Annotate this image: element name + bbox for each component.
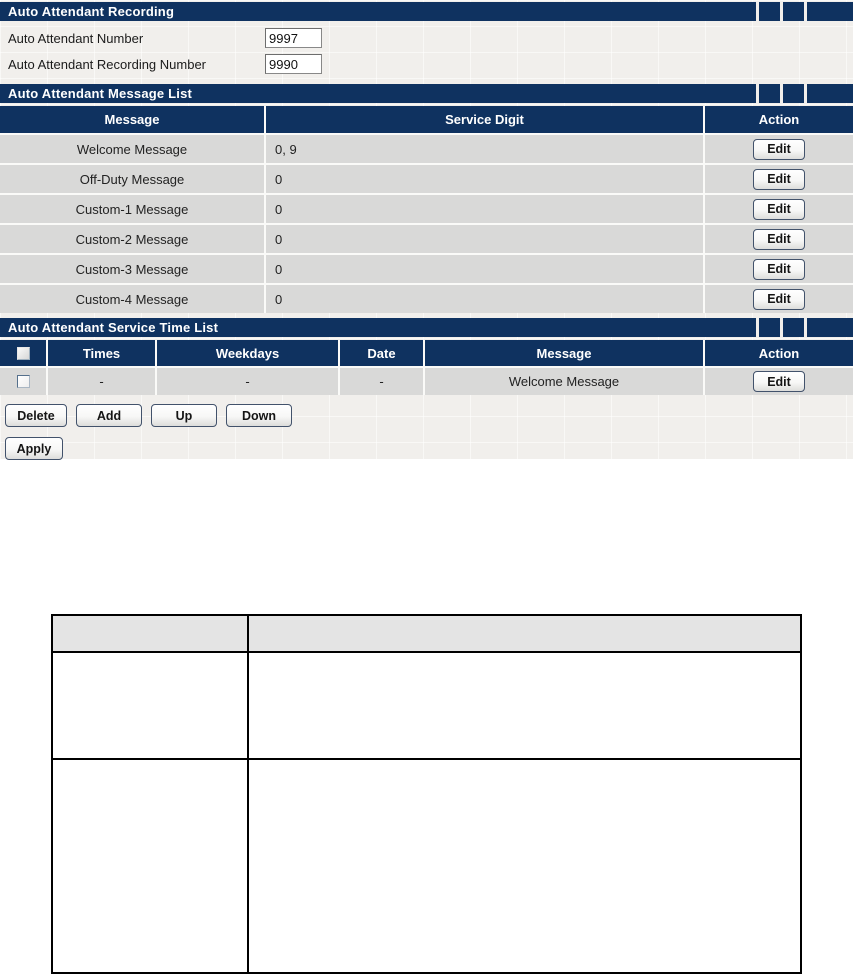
header-decoration-bar (807, 2, 853, 21)
section-title-service-time-list: Auto Attendant Service Time List (0, 318, 756, 337)
doc-table-row (53, 653, 800, 760)
message-name: Off-Duty Message (0, 165, 264, 193)
date-value: - (340, 368, 423, 395)
table-row-welcome (0, 135, 853, 163)
section-header-service-time-list (0, 318, 853, 337)
aa-recording-number-label: Auto Attendant Recording Number (8, 56, 207, 72)
aa-number-label: Auto Attendant Number (8, 30, 144, 46)
table-row-off-duty (0, 165, 853, 193)
section-header-recording (0, 2, 853, 21)
config-panel (0, 0, 853, 459)
header-decoration-square (783, 318, 804, 337)
header-decoration-square (759, 318, 780, 337)
header-decoration-bar (807, 318, 853, 337)
section-title-message-list: Auto Attendant Message List (0, 84, 756, 103)
service-digit-value: 0, 9 (266, 135, 703, 163)
doc-table-header-row (53, 616, 800, 653)
header-decoration-square (759, 84, 780, 103)
service-time-header-row (0, 340, 853, 366)
table-row-custom-3 (0, 255, 853, 283)
doc-cell (53, 760, 249, 972)
add-button[interactable]: Add (76, 404, 142, 427)
col-header-action: Action (705, 340, 853, 366)
apply-button-bar (5, 437, 853, 460)
header-decoration-bar (807, 84, 853, 103)
doc-cell (53, 653, 249, 758)
edit-service-time-button[interactable]: Edit (753, 371, 805, 392)
service-time-table (0, 340, 853, 395)
times-value: - (48, 368, 155, 395)
table-row-custom-2 (0, 225, 853, 253)
col-header-date: Date (340, 340, 423, 366)
weekdays-value: - (157, 368, 338, 395)
apply-button[interactable]: Apply (5, 437, 63, 460)
aa-number-input[interactable] (265, 28, 322, 48)
header-decoration-square (783, 2, 804, 21)
service-digit-value: 0 (266, 195, 703, 223)
table-row-custom-4 (0, 285, 853, 313)
service-time-row (0, 368, 853, 395)
message-list-header-row (0, 106, 853, 133)
doc-cell (249, 760, 800, 972)
doc-table (51, 614, 802, 974)
col-header-weekdays: Weekdays (157, 340, 338, 366)
service-digit-value: 0 (266, 285, 703, 313)
header-decoration-square (783, 84, 804, 103)
header-decoration-square (759, 2, 780, 21)
message-name: Welcome Message (0, 135, 264, 163)
service-digit-value: 0 (266, 225, 703, 253)
edit-custom-1-message-button[interactable]: Edit (753, 199, 805, 220)
message-name: Custom-3 Message (0, 255, 264, 283)
col-header-service-digit: Service Digit (266, 106, 703, 133)
list-action-buttons (5, 404, 853, 427)
up-button[interactable]: Up (151, 404, 217, 427)
down-button[interactable]: Down (226, 404, 292, 427)
delete-button[interactable]: Delete (5, 404, 67, 427)
edit-custom-3-message-button[interactable]: Edit (753, 259, 805, 280)
message-name: Custom-2 Message (0, 225, 264, 253)
edit-welcome-message-button[interactable]: Edit (753, 139, 805, 160)
col-header-message: Message (425, 340, 703, 366)
col-header-message: Message (0, 106, 264, 133)
select-all-checkbox[interactable] (17, 347, 30, 360)
message-name: Custom-1 Message (0, 195, 264, 223)
message-value: Welcome Message (425, 368, 703, 395)
aa-recording-number-input[interactable] (265, 54, 322, 74)
recording-fields (0, 25, 853, 77)
edit-custom-2-message-button[interactable]: Edit (753, 229, 805, 250)
edit-off-duty-message-button[interactable]: Edit (753, 169, 805, 190)
message-list-table (0, 106, 853, 313)
field-row-aa-number (0, 25, 853, 51)
edit-custom-4-message-button[interactable]: Edit (753, 289, 805, 310)
table-row-custom-1 (0, 195, 853, 223)
doc-header-cell (53, 616, 249, 651)
row-select-checkbox[interactable] (17, 375, 30, 388)
col-header-action: Action (705, 106, 853, 133)
section-title-recording: Auto Attendant Recording (0, 2, 756, 21)
service-digit-value: 0 (266, 165, 703, 193)
field-row-aa-recording-number (0, 51, 853, 77)
doc-header-cell (249, 616, 800, 651)
service-digit-value: 0 (266, 255, 703, 283)
section-header-message-list (0, 84, 853, 103)
message-name: Custom-4 Message (0, 285, 264, 313)
doc-cell (249, 653, 800, 758)
doc-table-row (53, 760, 800, 972)
col-header-times: Times (48, 340, 155, 366)
